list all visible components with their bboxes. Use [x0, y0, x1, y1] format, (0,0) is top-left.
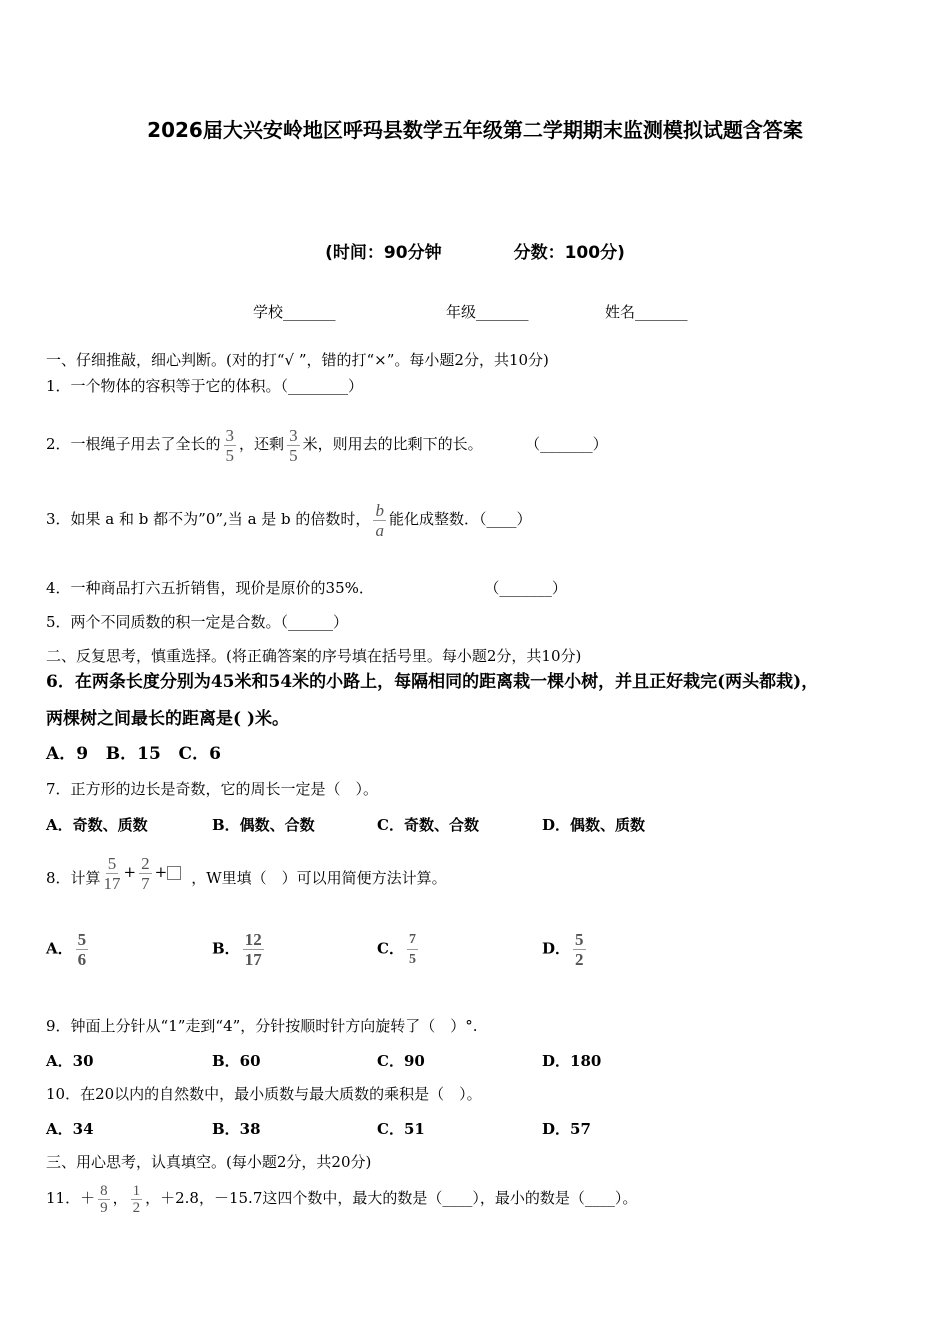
q10-option-d: D．57	[542, 1120, 591, 1138]
answer-blank: （_______）	[532, 435, 608, 453]
q9-option-a: A．30	[46, 1052, 94, 1070]
fraction	[573, 930, 586, 969]
blank-box-icon	[167, 866, 181, 880]
question-5: 5．两个不同质数的积一定是合数。（______）	[46, 613, 349, 631]
q9-option-b: B．60	[212, 1052, 261, 1070]
option-label: B．	[212, 939, 240, 958]
denominator: 7	[141, 873, 150, 893]
q8-option-c	[377, 930, 421, 969]
denominator: 17	[103, 873, 121, 893]
fraction	[139, 854, 152, 893]
q7-option-d: D．偶数、质数	[542, 816, 646, 834]
denominator: 2	[575, 950, 584, 969]
numerator: 5	[575, 930, 584, 949]
q11-text: ，＋2.8，－15.7这四个数中，最大的数是（____），最小的数是（____）。	[145, 1189, 638, 1207]
question-9: 9．钟面上分针从“1”走到“4”，分针按顺时针方向旋转了（ ）°.	[46, 1017, 478, 1035]
q2-text: 米，则用去的比剩下的长。	[302, 435, 483, 453]
denominator: 5	[289, 445, 298, 465]
q8-text: ，W里填（ ）可以用简便方法计算。	[191, 869, 447, 887]
denominator: 2	[132, 1199, 141, 1216]
numerator: 3	[225, 425, 235, 445]
fraction	[98, 1183, 110, 1216]
q8-option-d	[542, 930, 589, 969]
name-field: 姓名_______	[605, 303, 688, 321]
q8-option-b	[212, 930, 267, 969]
q8-text: 8．计算	[46, 869, 101, 887]
section-1-heading: 一、仔细推敲，细心判断。(对的打“√ ”，错的打“×”。每小题2分，共10分)	[46, 351, 549, 369]
numerator: 12	[244, 930, 262, 949]
numerator: 5	[77, 930, 87, 949]
fraction	[373, 501, 386, 540]
denominator: 5	[408, 952, 416, 967]
question-4	[46, 578, 567, 598]
option-label: D．	[542, 939, 571, 958]
numerator: 2	[141, 853, 150, 873]
school-field: 学校_______	[253, 303, 336, 321]
q10-option-b: B．38	[212, 1120, 261, 1138]
question-7: 7．正方形的边长是奇数，它的周长一定是（ ）。	[46, 780, 379, 798]
question-11	[46, 1176, 637, 1220]
document-title: 2026届大兴安岭地区呼玛县数学五年级第二学期期末监测模拟试题含答案	[147, 118, 803, 142]
plus-sign: +	[154, 863, 168, 881]
numerator: b	[375, 500, 384, 520]
answer-blank: （_______）	[491, 579, 567, 597]
q3-text: 3．如果 a 和 b 都不为”0”,当 a 是 b 的倍数时，	[46, 510, 371, 528]
fraction	[104, 854, 121, 893]
q11-text: 11．＋	[46, 1189, 96, 1207]
option-label: C．	[377, 939, 404, 958]
denominator: 5	[225, 445, 235, 465]
denominator: a	[375, 520, 384, 540]
question-1: 1．一个物体的容积等于它的体积。（________）	[46, 377, 364, 395]
question-6-line-2: 两棵树之间最长的距离是( )米。	[46, 709, 290, 729]
total-score: 分数：100分)	[513, 243, 625, 263]
q7-option-b: B．偶数、合数	[212, 816, 315, 834]
q8-option-a	[46, 930, 91, 969]
question-6-options: A．9 B．15 C．6	[46, 744, 221, 764]
question-2	[46, 420, 608, 468]
section-2-heading: 二、反复思考，慎重选择。(将正确答案的序号填在括号里。每小题2分，共10分)	[46, 647, 582, 665]
question-8	[46, 848, 447, 902]
exam-meta	[0, 238, 950, 263]
denominator: 17	[244, 950, 262, 969]
separator: ，	[112, 1189, 128, 1207]
fraction	[224, 426, 237, 465]
q4-text: 4．一种商品打六五折销售，现价是原价的35%．	[46, 579, 374, 597]
question-3	[46, 495, 531, 543]
fraction	[407, 930, 418, 969]
time-limit: (时间：90分钟	[325, 243, 442, 263]
numerator: 7	[407, 930, 418, 950]
q9-option-d: D．180	[542, 1052, 602, 1070]
question-6-line-1: 6．在两条长度分别为45米和54米的小路上，每隔相同的距离栽一棵小树，并且正好栽完(两头都栽)，	[46, 672, 819, 692]
q7-option-a: A．奇数、质数	[46, 816, 148, 834]
q2-text: ，还剩	[239, 435, 285, 453]
q2-text: 2．一根绳子用去了全长的	[46, 435, 221, 453]
question-10: 10．在20以内的自然数中，最小质数与最大质数的乘积是（ ）。	[46, 1085, 482, 1103]
numerator: 1	[132, 1182, 141, 1199]
fraction	[76, 930, 89, 969]
section-3-heading: 三、用心思考，认真填空。(每小题2分，共20分)	[46, 1153, 372, 1171]
q9-option-c: C．90	[377, 1052, 425, 1070]
q10-option-a: A．34	[46, 1120, 94, 1138]
q10-option-c: C．51	[377, 1120, 425, 1138]
numerator: 8	[100, 1182, 108, 1199]
option-label: A．	[46, 939, 73, 958]
q7-option-c: C．奇数、合数	[377, 816, 479, 834]
fraction	[243, 930, 264, 969]
fraction	[287, 426, 300, 465]
fraction	[131, 1183, 143, 1216]
denominator: 9	[100, 1199, 108, 1216]
numerator: 5	[107, 853, 117, 873]
numerator: 3	[289, 425, 298, 445]
q3-text: 能化成整数．（____）	[388, 510, 532, 528]
plus-sign: +	[123, 863, 137, 881]
grade-field: 年级_______	[446, 303, 529, 321]
denominator: 6	[77, 950, 87, 969]
